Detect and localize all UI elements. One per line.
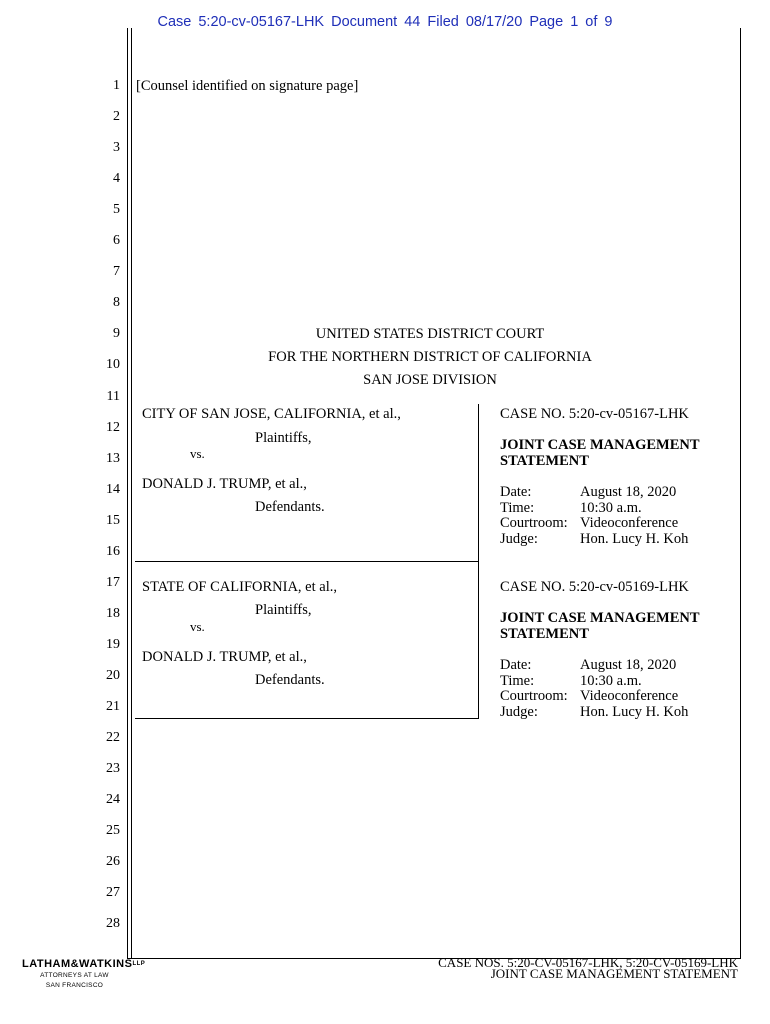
plaintiff-name: CITY OF SAN JOSE, CALIFORNIA, et al., [142,406,401,422]
line-number: 7 [113,264,120,280]
firm-tagline: ATTORNEYS AT LAW [40,972,109,979]
detail-label: Judge: [500,530,538,547]
footer-case-numbers: CASE NOS. 5:20-CV-05167-LHK, 5:20-CV-05169-LHK [438,955,738,970]
firm-logo [22,958,146,990]
document-title-line1: JOINT CASE MANAGEMENT [500,610,700,626]
line-number: 1 [113,78,120,93]
line-number: 15 [106,512,120,528]
court-name: UNITED STATES DISTRICT COURT [315,326,545,342]
case-number: CASE NO. 5:20-cv-05169-LHK [500,579,689,595]
detail-label: Date: [500,657,532,673]
line-number: 12 [106,419,120,435]
versus-label: vs. [190,446,205,461]
line-number: 4 [113,171,120,187]
defendant-name: DONALD J. TRUMP, et al., [142,476,307,492]
line-number: 10 [106,357,120,373]
line-number: 2 [113,109,120,125]
line-number: 25 [106,823,120,839]
caption-2-right-border [478,562,479,719]
detail-value: August 18, 2020 [580,484,677,500]
plaintiff-role: Plaintiffs, [255,430,312,446]
line-number: 28 [106,916,120,932]
caption-1-bottom-border [135,561,479,562]
line-number: 26 [106,854,120,870]
line-number: 6 [113,233,120,249]
document-title-line1: JOINT CASE MANAGEMENT [500,437,700,453]
detail-value: Videoconference [580,515,679,531]
detail-label: Courtroom: [500,515,568,531]
defendant-name: DONALD J. TRUMP, et al., [142,649,307,665]
plaintiff-name: STATE OF CALIFORNIA, et al., [142,579,337,595]
line-number: 14 [106,481,120,497]
line-number: 11 [106,388,120,404]
detail-label: Time: [500,499,535,516]
detail-value: August 18, 2020 [580,657,677,673]
detail-value: Hon. Lucy H. Koh [580,530,689,547]
footer-document-title: JOINT CASE MANAGEMENT STATEMENT [490,966,738,981]
counsel-note: [Counsel identified on signature page] [136,78,359,94]
line-number: 20 [106,667,120,683]
line-number: 9 [113,326,120,342]
line-number: 24 [106,792,120,808]
detail-label: Time: [500,672,535,689]
court-division: SAN JOSE DIVISION [363,372,497,388]
line-number: 5 [113,202,120,218]
detail-value: Videoconference [580,688,679,704]
firm-city: SAN FRANCISCO [45,982,104,989]
defendant-role: Defendants. [255,672,325,688]
document-title-line2: STATEMENT [500,453,589,469]
right-margin-rule [740,28,741,958]
caption-2-bottom-border [135,718,479,719]
line-number: 23 [106,761,120,777]
left-margin-rule-inner [131,28,132,958]
detail-value: 10:30 a.m. [580,672,642,689]
line-number: 16 [106,543,120,559]
line-number: 13 [106,450,120,466]
line-number: 17 [106,574,120,590]
left-margin-rule-outer [127,28,128,958]
versus-label: vs. [190,619,205,634]
detail-label: Judge: [500,703,538,720]
firm-name: LATHAM&WATKINS [22,958,133,970]
line-number: 19 [106,636,120,652]
detail-value: Hon. Lucy H. Koh [580,703,689,720]
detail-label: Date: [500,484,532,500]
line-number: 3 [113,140,120,156]
line-number: 22 [106,730,120,746]
case-number: CASE NO. 5:20-cv-05167-LHK [500,406,689,422]
defendant-role: Defendants. [255,499,325,515]
filing-header: Case 5:20-cv-05167-LHK Document 44 Filed 08/17/20 Page 1 of 9 [157,14,613,30]
court-district: FOR THE NORTHERN DISTRICT OF CALIFORNIA [268,349,592,365]
document-title-line2: STATEMENT [500,626,589,642]
caption-1-right-border [478,404,479,562]
firm-suffix: LLP [132,961,146,967]
line-number: 18 [106,605,120,621]
line-number: 21 [106,699,120,714]
line-number: 8 [113,295,120,311]
footer-divider [127,945,128,959]
plaintiff-role: Plaintiffs, [255,602,312,618]
detail-value: 10:30 a.m. [580,499,642,516]
line-number: 27 [106,885,120,901]
detail-label: Courtroom: [500,688,568,704]
